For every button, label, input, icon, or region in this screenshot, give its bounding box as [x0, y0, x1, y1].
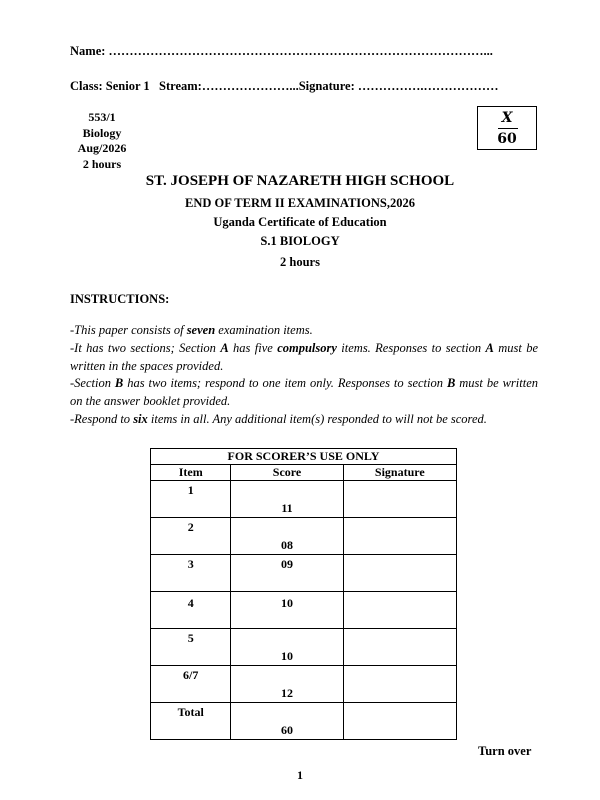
page-number: 1 [297, 768, 303, 782]
paper-subject: Biology [82, 125, 122, 140]
header-score: Score [231, 465, 343, 481]
row-score: 11 [281, 501, 293, 515]
header-item: Item [151, 465, 231, 481]
signature-dots: …………….……………… [357, 79, 499, 93]
certificate-title: Uganda Certificate of Education [213, 215, 387, 229]
total-score: 60 [281, 723, 294, 737]
row-item: 6/7 [183, 668, 199, 682]
paper-title: S.1 BIOLOGY [260, 234, 340, 248]
exam-title: END OF TERM II EXAMINATIONS,2026 [185, 196, 415, 210]
row-item: 4 [187, 596, 194, 610]
row-signature-cell[interactable] [343, 555, 456, 592]
instruction-1: -This paper consists of seven examination items. [70, 323, 313, 337]
row-signature-cell[interactable] [343, 666, 456, 703]
total-signature-cell[interactable] [343, 703, 456, 740]
scorer-table [150, 448, 457, 740]
name-dots: ………………………………………………………………………………... [108, 44, 493, 58]
table-row [151, 518, 457, 555]
class-label: Class: [70, 79, 103, 93]
name-line [70, 44, 493, 59]
row-score: 09 [281, 557, 294, 571]
table-row [151, 481, 457, 518]
class-line [70, 79, 499, 94]
table-row [151, 666, 457, 703]
scorer-caption: FOR SCORER’S USE ONLY [151, 449, 457, 465]
paper-code: 553/1 [88, 110, 116, 124]
row-signature-cell[interactable] [343, 592, 456, 629]
table-row [151, 592, 457, 629]
row-signature-cell[interactable] [343, 481, 456, 518]
table-row [151, 555, 457, 592]
row-item: 5 [187, 631, 194, 645]
turn-over-label: Turn over [478, 744, 532, 758]
total-score-box [477, 106, 537, 150]
paper-duration: 2 hours [82, 156, 122, 171]
row-score: 10 [281, 649, 294, 663]
signature-label: Signature: [298, 79, 355, 93]
instruction-2: -It has two sections; Section A has five compulsory items. Responses to section A must be written in the spaces provided. [70, 341, 538, 373]
table-row-total [151, 703, 457, 740]
row-item: 3 [187, 557, 194, 571]
row-score: 12 [281, 686, 294, 700]
instruction-4: -Respond to six items in all. Any additional item(s) responded to will not be scored. [70, 412, 487, 426]
row-score: 10 [281, 596, 294, 610]
row-item: 2 [187, 520, 194, 534]
table-row [151, 629, 457, 666]
stream-label: Stream: [159, 79, 202, 93]
row-signature-cell[interactable] [343, 518, 456, 555]
instruction-3: -Section B has two items; respond to one item only. Responses to section B must be written on the answer booklet provided. [70, 376, 538, 408]
score-box-denominator: 60 [497, 131, 517, 147]
stream-dots: …………………... [201, 79, 299, 93]
paper-date: Aug/2026 [77, 141, 127, 155]
row-signature-cell[interactable] [343, 629, 456, 666]
score-box-numerator: X [501, 110, 513, 126]
name-label: Name: [70, 44, 106, 58]
row-score: 08 [281, 538, 294, 552]
school-title: ST. JOSEPH OF NAZARETH HIGH SCHOOL [145, 173, 455, 189]
class-value: Senior 1 [105, 79, 150, 93]
paper-info [72, 110, 132, 172]
instructions-heading: INSTRUCTIONS: [70, 292, 170, 306]
time-title: 2 hours [280, 255, 320, 269]
total-label: Total [177, 705, 204, 719]
header-signature: Signature [343, 465, 456, 481]
row-item: 1 [187, 483, 194, 497]
fraction-line [498, 128, 518, 129]
